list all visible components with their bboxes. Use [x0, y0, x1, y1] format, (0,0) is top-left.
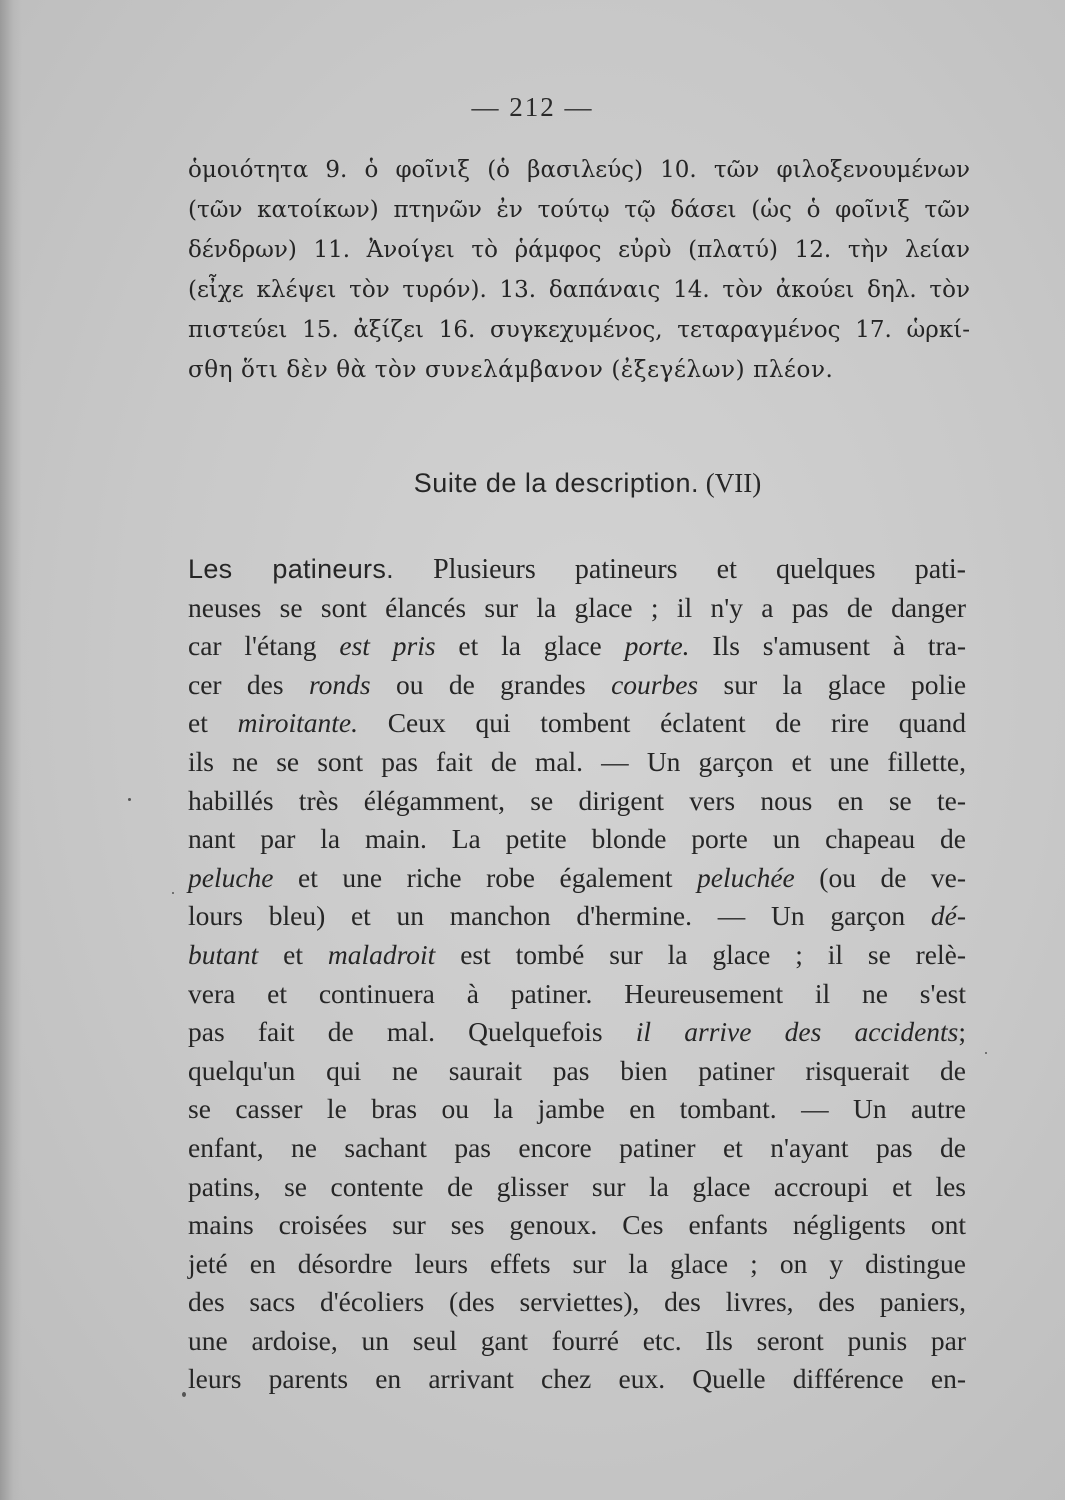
paper-speck: [182, 1392, 186, 1397]
italic-term: il arrive des accidents: [635, 1016, 959, 1048]
text-segment: et une riche robe également: [298, 861, 673, 893]
text-segment: cer des: [188, 668, 284, 700]
text-segment: (ou de ve-: [819, 861, 967, 893]
greek-line: (τῶν κατοίκων) πτηνῶν ἐν τούτῳ τῷ δάσει (ὡς ὁ φοῖνιξ τῶν: [188, 197, 970, 223]
text-line: [188, 704, 966, 743]
text-line: [188, 550, 966, 589]
text-line: [188, 897, 966, 936]
italic-term: maladroit: [327, 938, 436, 970]
text-segment: sur la glace polie: [723, 668, 967, 700]
text-line: habillés très élégamment, se dirigent vers nous en se te-: [188, 784, 966, 816]
greek-line: πιστεύει 15. ἀξίζει 16. συγκεχυμένος, τεταραγμένος 17. ὡρκί-: [188, 317, 970, 343]
text-line: [188, 1013, 966, 1052]
text-line: une ardoise, un seul gant fourré etc. Ils seront punis par: [188, 1324, 966, 1356]
italic-term: porte.: [624, 630, 690, 662]
greek-line: σθη ὅτι δὲν θὰ τὸν συνελάμβανον (ἐξεγέλων) πλέον.: [188, 357, 834, 383]
paper-speck: [985, 1052, 987, 1054]
text-line: nant par la main. La petite blonde porte un chapeau de: [188, 823, 966, 855]
text-segment: Plusieurs patineurs et quelques pati-: [433, 554, 967, 585]
text-segment: Ils s'amusent à tra-: [712, 630, 967, 662]
text-line: jeté en désordre leurs effets sur la glace ; on y distingue: [188, 1247, 966, 1279]
text-segment: Ceux qui tombent éclatent de rire quand: [387, 707, 967, 739]
heading-title: Suite de la description.: [413, 468, 699, 498]
heading-numeral: (VII): [705, 468, 762, 498]
italic-term: peluchée: [697, 861, 795, 893]
text-line: ils ne se sont pas fait de mal. — Un garçon et une fillette,: [188, 745, 966, 777]
italic-term: dé-: [930, 900, 966, 932]
body-paragraph: [188, 550, 966, 1399]
text-segment: et la glace: [458, 630, 602, 662]
paper-speck: [128, 798, 131, 801]
text-line: [188, 936, 966, 975]
page-number: — 212 —: [471, 92, 594, 122]
text-line: enfant, ne sachant pas encore patiner et n'ayant pas de: [188, 1131, 966, 1163]
text-line: vera et continuera à patiner. Heureusement il ne s'est: [188, 977, 966, 1009]
text-segment: car l'étang: [188, 630, 317, 662]
text-segment: et: [283, 938, 303, 970]
text-segment: ;: [958, 1016, 967, 1048]
italic-term: courbes: [611, 668, 699, 700]
greek-line: δένδρων) 11. Ἀνοίγει τὸ ῥάμφος εὐρὺ (πλατύ) 12. τὴν λείαν: [188, 237, 970, 263]
text-segment: pas fait de mal. Quelquefois: [188, 1016, 603, 1048]
greek-line: (εἶχε κλέψει τὸν τυρόν). 13. δαπάναις 14. τὸν ἀκούει δηλ. τὸν: [188, 277, 970, 303]
paragraph-lead: Les patineurs.: [188, 554, 394, 584]
greek-line: ὁμοιότητα 9. ὁ φοῖνιξ (ὁ βασιλεύς) 10. τῶν φιλοξενουμένων: [188, 157, 970, 183]
text-line: [188, 859, 966, 898]
italic-term: miroitante.: [237, 707, 358, 739]
greek-vocabulary-notes: [188, 150, 970, 390]
text-line: neuses se sont élancés sur la glace ; il n'y a pas de danger: [188, 591, 966, 623]
binding-edge-shadow: [0, 0, 22, 1500]
section-heading: [0, 468, 1065, 499]
italic-term: butant: [188, 938, 259, 970]
text-segment: lours bleu) et un manchon d'hermine. — Un garçon: [188, 900, 906, 932]
text-segment: ou de grandes: [395, 668, 586, 700]
text-segment: et: [188, 707, 208, 739]
text-line: leurs parents en arrivant chez eux. Quelle différence en-: [188, 1363, 966, 1395]
text-line: patins, se contente de glisser sur la glace accroupi et les: [188, 1170, 966, 1202]
text-line: [188, 627, 966, 666]
italic-term: ronds: [308, 668, 371, 700]
italic-term: peluche: [188, 861, 274, 893]
text-segment: est tombé sur la glace ; il se relè-: [460, 938, 966, 970]
text-line: mains croisées sur ses genoux. Ces enfants négligents ont: [188, 1209, 966, 1241]
italic-term: est pris: [339, 630, 436, 662]
text-line: se casser le bras ou la jambe en tombant. — Un autre: [188, 1093, 966, 1125]
text-line: [188, 666, 966, 705]
text-line: des sacs d'écoliers (des serviettes), des livres, des paniers,: [188, 1286, 966, 1318]
paper-speck: [172, 892, 174, 894]
text-line: quelqu'un qui ne saurait pas bien patiner risquerait de: [188, 1054, 966, 1086]
